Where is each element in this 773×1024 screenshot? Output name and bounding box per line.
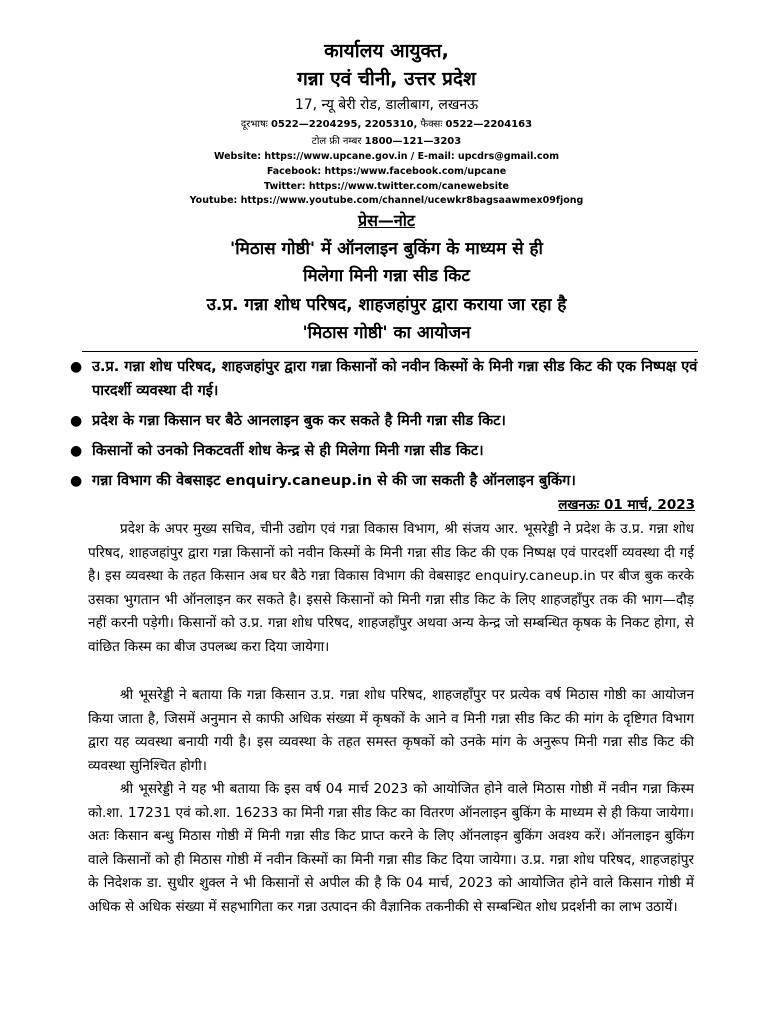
highlight-item — [70, 355, 710, 403]
headline-line: उ.प्र. गन्ना शोध परिषद, शाहजहांपुर द्वारा कराया जा रहा है — [206, 295, 567, 315]
bullet-icon: ● — [70, 413, 83, 429]
highlight-text: प्रदेश के गन्ना किसान घर बैठे आनलाइन बुक कर सकते है मिनी गन्ना सीड किट। — [92, 413, 506, 429]
highlight-text: किसानों को उनको निकटवर्ती शोध केन्द्र से ही मिलेगा मिनी गन्ना सीड किट। — [92, 443, 484, 459]
highlight-text: उ.प्र. गन्ना शोध परिषद, शाहजहांपुर द्वारा गन्ना किसानों को नवीन किस्मों के मिनी गन्ना सीड किट की एक निष्पक्ष एवं पारदर्शी व्यवस्था दी गई। — [92, 359, 698, 399]
body-paragraph: श्री भूसरेड्डी ने बताया कि गन्ना किसान उ.प्र. गन्ना शोध परिषद, शाहजहाँपुर पर प्रत्येक वर्ष मिठास गोष्ठी का आयोजन किया जाता है, जिसमें अनुमान से काफी अधिक संख्या में कृषकों के आने व मिनी गन्ना सीड किट की मांग के दृष्टिगत विभाग द्वारा यह व्यवस्था बनायी गयी है। इस व्यवस्था के तहत समस्त कृषकों को उनके मांग के अनुरूप मिनी गन्ना सीड किट की व्यवस्था सुनिश्चित होगी। — [88, 687, 694, 774]
highlight-item — [70, 469, 710, 493]
office-title: कार्यालय आयुक्त, — [324, 40, 449, 62]
highlight-text: गन्ना विभाग की वेबसाइट enquiry.caneup.in से की जा सकती है ऑनलाइन बुकिंग। — [92, 473, 576, 489]
website-email-line: Website: https://www.upcane.gov.in / E-mail: upcdrs@gmail.com — [213, 151, 560, 162]
horizontal-divider — [82, 351, 698, 352]
body-paragraph: श्री भूसरेड्डी ने यह भी बताया कि इस वर्ष 04 मार्च 2023 को आयोजित होने वाले मिठास गोष्ठी में नवीन गन्ना किस्म को.शा. 17231 एवं को.शा. 16233 का मिनी गन्ना सीड किट का वितरण ऑनलाइन बुकिंग के माध्यम से ही किया जायेगा। अतः किसान बन्धु मिठास गोष्ठी में मिनी गन्ना सीड किट प्राप्त करने के लिए ऑनलाइन बुकिंग अवश्य करें। ऑनलाइन बुकिंग वाले किसानों को ही मिठास गोष्ठी में नवीन किस्मों का मिनी गन्ना सीड किट दिया जायेगा। उ.प्र. गन्ना शोध परिषद, शाहजहांपुर के निदेशक डा. सुधीर शुक्ल ने भी किसानों से अपील की है कि 04 मार्च, 2023 को आयोजित होने वाले किसान गोष्ठी में अधिक से अधिक संख्या में सहभागिता कर गन्ना उत्पादन की वैज्ञानिक तकनीकी से सम्बन्धित शोध प्रदर्शनी का लाभ उठायें। — [88, 781, 694, 915]
tollfree-label: टोल फ्री नम्बर — [311, 136, 362, 147]
headline-line: 'मिठास गोष्ठी' का आयोजन — [302, 323, 471, 343]
tollfree-line — [0, 135, 773, 149]
bullet-icon: ● — [70, 473, 83, 489]
phone-numbers: 0522—2204295, 2205310, — [270, 119, 418, 130]
phone-label: दूरभाषः — [240, 119, 268, 130]
bullet-icon: ● — [70, 443, 83, 459]
highlight-item — [70, 409, 710, 433]
body-paragraph: प्रदेश के अपर मुख्य सचिव, चीनी उद्योग एवं गन्ना विकास विभाग, श्री संजय आर. भूसरेड्डी ने प्रदेश के उ.प्र. गन्ना शोध परिषद, शाहजहांपुर द्वारा गन्ना किसानों को नवीन किस्मों के मिनी गन्ना सीड किट की एक निष्पक्ष एवं पारदर्शी व्यवस्था दी गई है। इस व्यवस्था के तहत किसान अब घर बैठे गन्ना विकास विभाग की वेबसाइट enquiry.caneup.in पर बीज बुक करके उसका भुगतान भी ऑनलाइन कर सकते है। इससे किसानों को मिनी गन्ना सीड किट के लिए शाहजहाँपुर तक की भाग—दौड़ नहीं करनी पड़ेगी। किसानों को उ.प्र. गन्ना शोध परिषद, शाहजहाँपुर अथवा अन्य केन्द्र जो सम्बन्धित कृषक के निकट होगा, से वांछित किस्म का बीज उपलब्ध करा दिया जायेगा। — [88, 521, 694, 655]
youtube-line: Youtube: https://www.youtube.com/channel/ucewkr8bagsaawmex09fjong — [189, 195, 584, 206]
fax-number: 0522—2204163 — [445, 119, 533, 130]
dateline: लखनऊः 01 मार्च, 2023 — [558, 497, 695, 513]
press-note-heading — [0, 210, 773, 232]
headline-line: 'मिठास गोष्ठी' में ऑनलाइन बुकिंग के माध्यम से ही — [230, 239, 543, 259]
office-subtitle: गन्ना एवं चीनी, उत्तर प्रदेश — [297, 68, 476, 90]
headline-line: मिलेगा मिनी गन्ना सीड किट — [303, 266, 470, 286]
office-address: 17, न्यू बेरी रोड, डालीबाग, लखनऊ — [294, 97, 479, 113]
highlights-list — [70, 355, 710, 499]
bullet-icon: ● — [70, 359, 83, 375]
facebook-line: Facebook: https:/www.facebook.com/upcane — [266, 166, 507, 177]
phone-fax-line — [0, 118, 773, 132]
highlight-item — [70, 439, 710, 463]
twitter-line: Twitter: https://www.twitter.com/canewebsite — [264, 181, 509, 192]
press-note-label: प्रेस—नोट — [357, 211, 415, 230]
fax-label: फैक्सः — [420, 119, 443, 130]
tollfree-number: 1800—121—3203 — [364, 136, 462, 147]
